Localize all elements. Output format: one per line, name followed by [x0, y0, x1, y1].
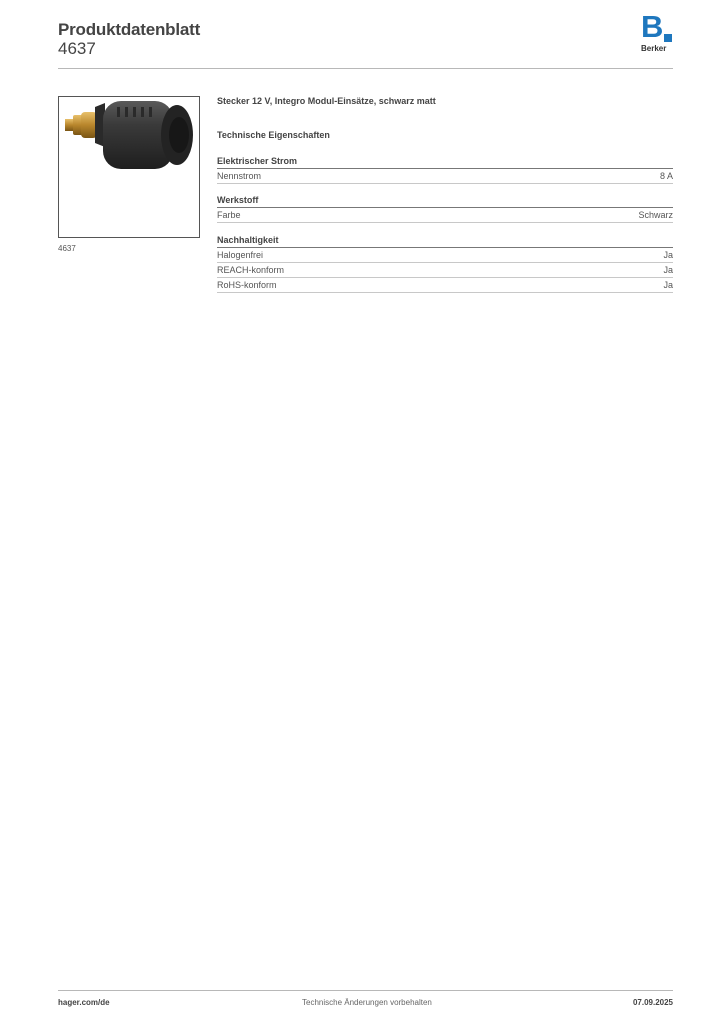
footer-divider	[58, 990, 673, 991]
property-row	[217, 169, 673, 184]
logo-dot	[664, 34, 672, 42]
group-title: Werkstoff	[217, 194, 673, 208]
product-image	[58, 96, 200, 238]
page-title: Produktdatenblatt	[58, 20, 201, 39]
property-row	[217, 278, 673, 293]
property-value: Ja	[663, 250, 673, 260]
property-row	[217, 263, 673, 278]
property-value: Schwarz	[638, 210, 673, 220]
property-row	[217, 248, 673, 263]
logo-letter: B	[641, 9, 664, 44]
footer-date: 07.09.2025	[632, 998, 673, 1007]
berker-logo	[641, 9, 675, 55]
property-row	[217, 208, 673, 223]
property-value: Ja	[663, 265, 673, 275]
product-title: Stecker 12 V, Integro Modul-Einsätze, schwarz matt	[217, 96, 436, 106]
property-label: Nennstrom	[217, 171, 262, 181]
logo-brand-name: Berker	[641, 44, 667, 53]
property-value: Ja	[663, 280, 673, 290]
property-group-material	[217, 194, 673, 223]
header-divider	[58, 68, 673, 69]
footer-note: Technische Änderungen vorbehalten	[302, 998, 432, 1007]
property-value: 8 A	[659, 171, 673, 181]
property-group-electrical	[217, 155, 673, 184]
footer-website-link[interactable]: hager.com/de	[58, 998, 110, 1007]
group-title: Nachhaltigkeit	[217, 234, 673, 248]
article-number: 4637	[58, 39, 96, 58]
section-title: Technische Eigenschaften	[217, 130, 330, 140]
image-caption: 4637	[58, 244, 76, 253]
property-group-sustainability	[217, 234, 673, 293]
property-label: REACH-konform	[217, 265, 285, 275]
group-title: Elektrischer Strom	[217, 155, 673, 169]
property-label: Halogenfrei	[217, 250, 264, 260]
property-label: RoHS-konform	[217, 280, 277, 290]
12v-plug-icon	[59, 97, 199, 237]
property-label: Farbe	[217, 210, 241, 220]
